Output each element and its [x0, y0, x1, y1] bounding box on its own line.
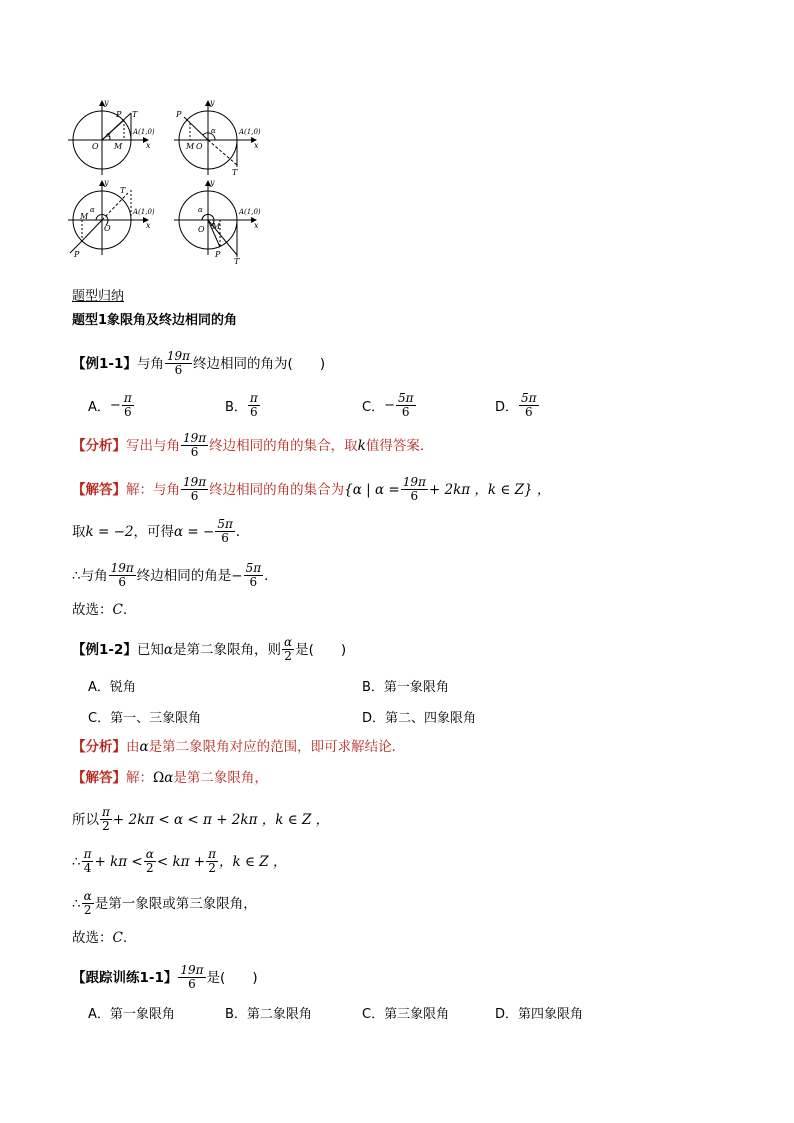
fig4-m-label: M [212, 222, 221, 231]
fig3-t-label: T [120, 186, 126, 195]
section-title: 题型1象限角及终边相同的角 [72, 313, 238, 328]
figure-2 [174, 101, 256, 175]
ex1-q-pre: 与角 [136, 355, 164, 372]
ex2-option-a[interactable]: A． 锐角 [88, 680, 136, 695]
fig2-p-label: P [176, 110, 182, 119]
ex1-tag: 【例1-1】 [72, 355, 137, 372]
ex1-choose: 故选： C ． [72, 602, 137, 618]
unit-circle-figures [60, 95, 280, 265]
fig1-p-label: P [116, 110, 122, 119]
figure-4 [174, 181, 256, 257]
ex2-ineq1: 所以 $\frac{\pi}{2}$ + 2kπ < α < π + 2kπ ，k ∈ Z ， [72, 805, 330, 833]
ex2-question: 【例1-2】 已知 α 是第二象限角，则 $\frac{\alpha}{2}$ 是( ) [72, 635, 347, 663]
ex1-question [72, 350, 325, 377]
fig3-o-label: O [104, 224, 111, 233]
fig1-a-label: A(1,0) [133, 128, 155, 136]
section-heading: 题型归纳 [72, 289, 125, 304]
ex1-take-k: 取 k = −2 ，可得 α = − $\frac{5\pi}{6}$ ． [72, 517, 250, 545]
fig3-m-label: M [80, 212, 89, 221]
fig1-y-label: y [104, 98, 109, 107]
fig4-x-label: x [254, 221, 259, 230]
fig1-m-label: M [114, 142, 123, 151]
fig2-y-label: y [210, 98, 215, 107]
ex1-option-a[interactable]: A． − $\frac{\pi}{6}$ [88, 391, 132, 419]
track-option-c[interactable]: C． 第三象限角 [362, 1007, 450, 1022]
fig2-alpha-label: α [211, 127, 216, 135]
ex2-option-d[interactable]: D． 第二、四象限角 [362, 711, 477, 726]
fig3-alpha-label: α [90, 206, 95, 214]
track-question: 【跟踪训练1-1】 $\frac{19\pi}{6}$ 是( ) [72, 963, 258, 991]
ex1-analysis: 【分析】 写出与角 $\frac{19\pi}{6}$ 终边相同的角的集合，取 k 值得答案． [72, 431, 434, 459]
ex1-option-b[interactable]: B． $\frac{\pi}{6}$ [225, 391, 258, 419]
fig1-x-label: x [146, 141, 151, 150]
fig3-p-label: P [74, 250, 80, 259]
fig4-y-label: y [210, 178, 215, 187]
track-option-d[interactable]: D． 第四象限角 [495, 1007, 584, 1022]
ex1-q-frac: $\frac{19\pi}{6}$ [166, 349, 191, 377]
ex1-q-post: 终边相同的角为( ) [193, 355, 326, 372]
fig2-a-label: A(1,0) [239, 128, 261, 136]
fig2-o-label: O [196, 142, 203, 151]
ex2-option-c[interactable]: C． 第一、三象限角 [88, 711, 202, 726]
fig4-p-label: P [215, 250, 221, 259]
fig4-a-label: A(1,0) [239, 208, 261, 216]
fig3-a-label: A(1,0) [133, 208, 155, 216]
fig1-t-label: T [132, 110, 138, 119]
ex2-option-b[interactable]: B． 第一象限角 [362, 680, 449, 695]
track-option-a[interactable]: A． 第一象限角 [88, 1007, 175, 1022]
ex2-answer: 【解答】 解： Ω α 是第二象限角， [72, 770, 268, 786]
ex2-choose: 故选： C ． [72, 930, 137, 946]
ex2-analysis: 【分析】 由 α 是第二象限角对应的范围，即可求解结论． [72, 739, 406, 755]
fig2-m-label: M [186, 142, 195, 151]
fig1-alpha-label: α [106, 131, 111, 139]
ex1-answer: 【解答】 解：与角 $\frac{19\pi}{6}$ 终边相同的角的集合为 {α | α = $\frac{19\pi}{6}$ + 2kπ ，k ∈ Z} ， [72, 475, 551, 503]
ex2-ineq2: ∴ $\frac{\pi}{4}$ + kπ < $\frac{\alpha}{2}$ < kπ + $\frac{\pi}{2}$ ，k ∈ Z ， [72, 847, 287, 875]
fig4-t-label: T [234, 257, 240, 265]
fig3-x-label: x [146, 221, 151, 230]
fig2-x-label: x [254, 141, 259, 150]
fig4-o-label: O [198, 225, 205, 234]
ex1-conclusion: ∴ 与角 $\frac{19\pi}{6}$ 终边相同的角是 − $\frac{5\pi}{6}$ ． [72, 561, 278, 589]
track-option-b[interactable]: B． 第二象限角 [225, 1007, 312, 1022]
ex2-conclusion: ∴ $\frac{\alpha}{2}$ 是第一象限或第三象限角， [72, 889, 257, 917]
fig3-y-label: y [104, 178, 109, 187]
ex1-option-c[interactable]: C． − $\frac{5\pi}{6}$ [362, 391, 414, 419]
ex1-option-d[interactable]: D． $\frac{5\pi}{6}$ [495, 391, 537, 419]
fig1-o-label: O [92, 142, 99, 151]
fig2-t-label: T [232, 168, 238, 177]
fig4-alpha-label: α [198, 206, 203, 214]
